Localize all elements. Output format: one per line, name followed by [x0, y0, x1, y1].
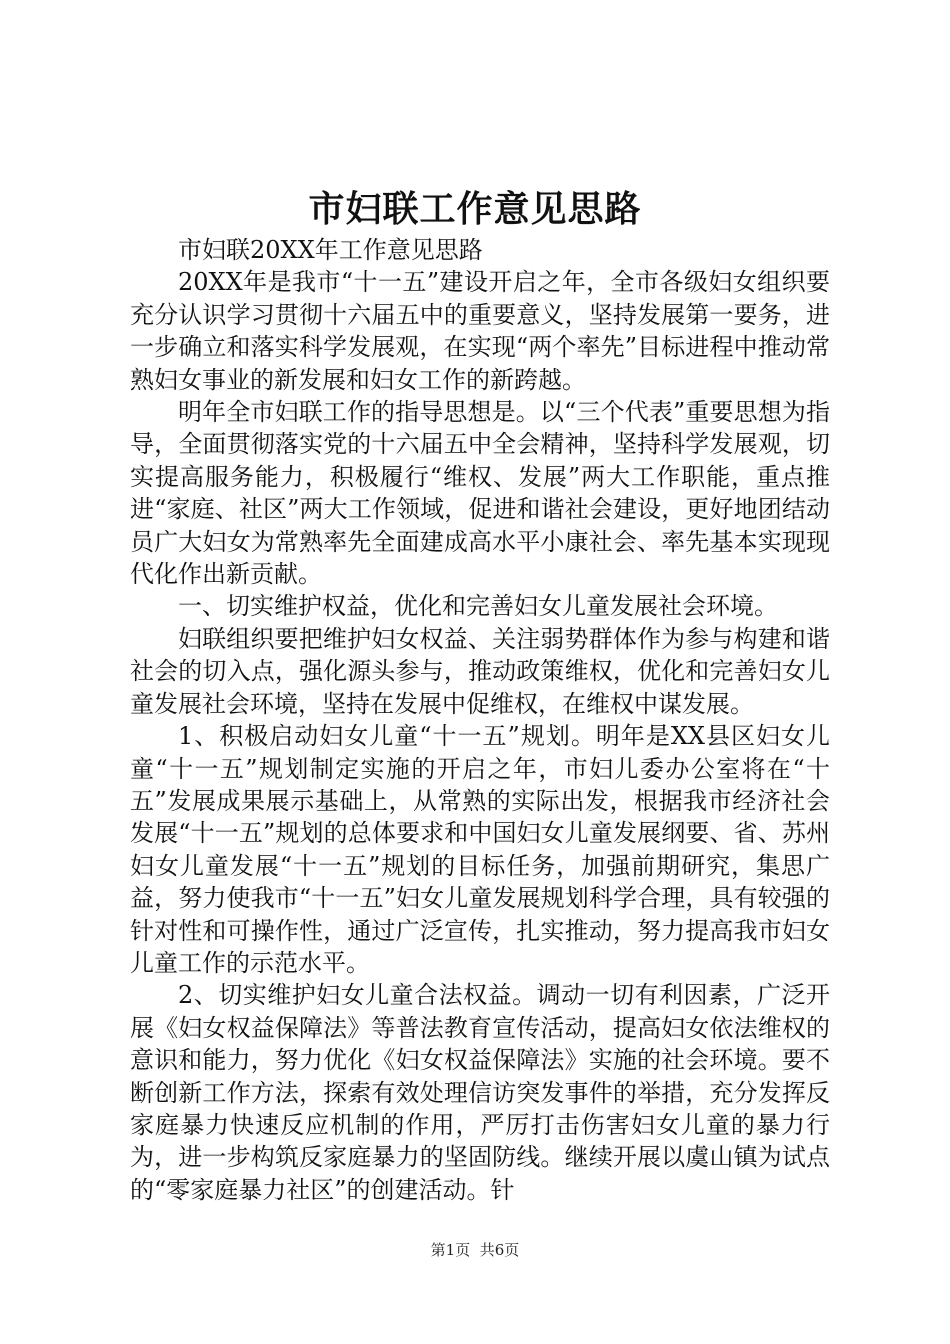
paragraph: 明年全市妇联工作的指导思想是。以“三个代表”重要思想为指导，全面贯彻落实党的十六届五中全会精神，坚持科学发展观，切实提高服务能力，积极履行“维权、发展”两大工作职能，重点推进“家庭、社区”两大工作领域，促进和谐社会建设，更好地团结动员广大妇女为常熟率先全面建成高水平小康社会、率先基本实现现代化作出新贡献。	[130, 398, 830, 589]
page-footer	[0, 1240, 950, 1260]
document-body	[130, 234, 830, 1206]
paragraph-subtitle: 市妇联20XX年工作意见思路	[178, 236, 483, 264]
paragraph: 妇联组织要把维护妇女权益、关注弱势群体作为参与构建和谐社会的切入点，强化源头参与，推动政策维权，优化和完善妇女儿童发展社会环境，坚持在发展中促维权，在维权中谋发展。	[130, 624, 830, 718]
paragraph: 1、积极启动妇女儿童“十一五”规划。明年是XX县区妇女儿童“十一五”规划制定实施的开启之年，市妇儿委办公室将在“十五”发展成果展示基础上，从常熟的实际出发，根据我市经济社会发展“十一五”规划的总体要求和中国妇女儿童发展纲要、省、苏州妇女儿童发展“十一五”规划的目标任务，加强前期研究，集思广益，努力使我市“十一五”妇女儿童发展规划科学合理，具有较强的针对性和可操作性，通过广泛宣传，扎实推动，努力提高我市妇女儿童工作的示范水平。	[130, 722, 830, 977]
paragraph: 20XX年是我市“十一五”建设开启之年，全市各级妇女组织要充分认识学习贯彻十六届五中的重要意义，坚持发展第一要务，进一步确立和落实科学发展观，在实现“两个率先”目标进程中推动常熟妇女事业的新发展和妇女工作的新跨越。	[130, 268, 830, 394]
section-heading: 一、切实维护权益，优化和完善妇女儿童发展社会环境。	[178, 592, 778, 621]
document-title: 市妇联工作意见思路	[308, 188, 642, 230]
page-total: 共6页	[479, 1241, 520, 1259]
paragraph: 2、切实维护妇女儿童合法权益。调动一切有利因素，广泛开展《妇女权益保障法》等普法教育宣传活动，提高妇女依法维权的意识和能力，努力优化《妇女权益保障法》实施的社会环境。要不断创新工作方法，探索有效处理信访突发事件的举措，充分发挥反家庭暴力快速反应机制的作用，严厉打击伤害妇女儿童的暴力行为，进一步构筑反家庭暴力的坚固防线。继续开展以虞山镇为试点的“零家庭暴力社区”的创建活动。针	[130, 981, 830, 1204]
page-number: 第1页	[430, 1241, 471, 1259]
